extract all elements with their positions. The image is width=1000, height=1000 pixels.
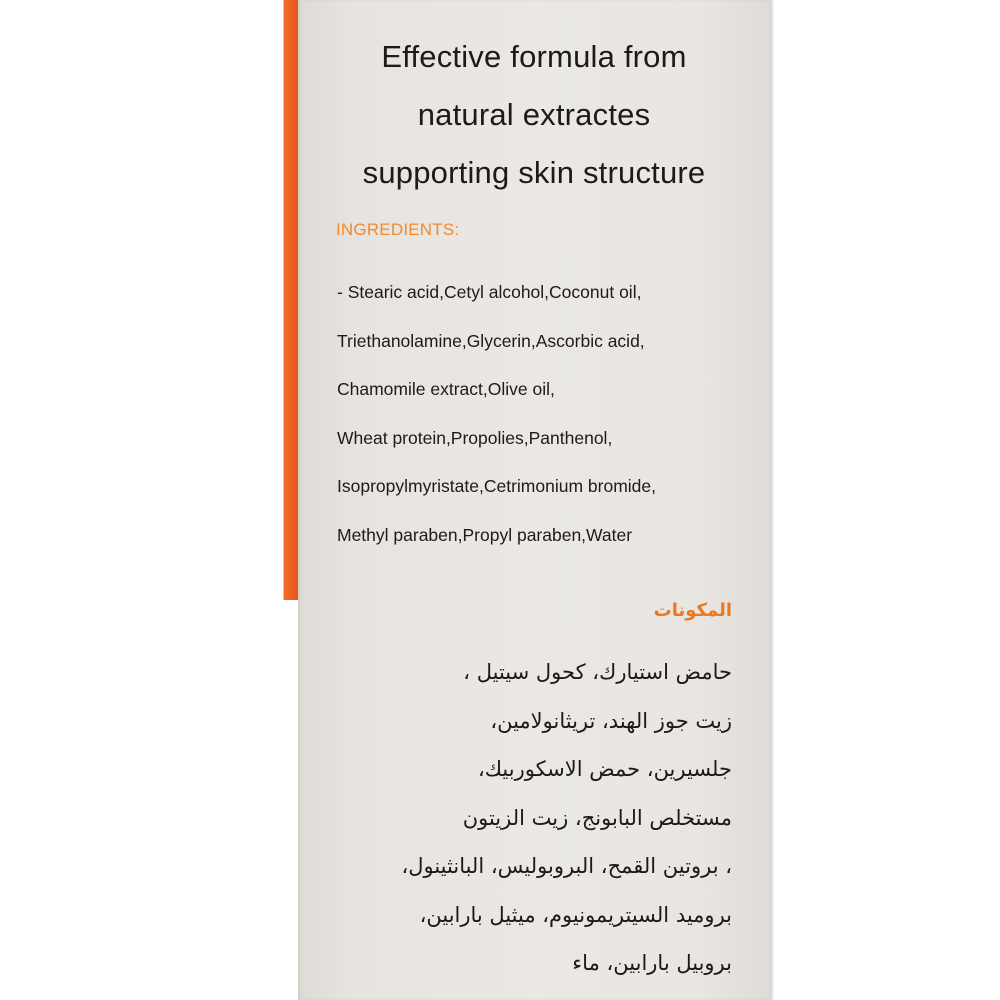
headline-line: natural extractes bbox=[417, 97, 651, 132]
ingredients-line-arabic: بروبيل بارابين، ماء bbox=[572, 951, 732, 975]
ingredients-line-arabic: مستخلص البابونج، زيت الزيتون bbox=[462, 805, 732, 830]
ingredients-line-arabic: حامض استيارك، كحول سيتيل ، bbox=[463, 660, 732, 684]
ingredients-line-arabic: بروميد السيتريمونيوم، ميثيل بارابين، bbox=[419, 902, 732, 927]
ingredients-title: INGREDIENTS: bbox=[336, 220, 460, 239]
ingredients-list-english bbox=[337, 268, 757, 559]
orange-stripe bbox=[284, 0, 298, 600]
ingredients-line: Chamomile extract,Olive oil, bbox=[337, 379, 555, 399]
box-side-stripe bbox=[0, 0, 298, 600]
ingredients-line: - Stearic acid,Cetyl alcohol,Coconut oil, bbox=[337, 282, 642, 302]
headline bbox=[298, 28, 770, 202]
ingredients-line: Triethanolamine,Glycerin,Ascorbic acid, bbox=[337, 330, 645, 351]
ingredients-title-arabic: المكونات bbox=[653, 600, 732, 621]
ingredients-line: Methyl paraben,Propyl paraben,Water bbox=[337, 524, 633, 545]
headline-line: supporting skin structure bbox=[362, 155, 706, 190]
ingredients-line: Isopropylmyristate,Cetrimonium bromide, bbox=[337, 476, 656, 496]
ingredients-line: Wheat protein,Propolies,Panthenol, bbox=[337, 427, 613, 448]
headline-line: Effective formula from bbox=[381, 39, 687, 74]
box-panel-edge bbox=[770, 0, 774, 1000]
ingredients-line-arabic: زيت جوز الهند، تريثانولامين، bbox=[490, 708, 732, 733]
ingredients-line-arabic: جلسيرين، حمض الاسكوربيك، bbox=[477, 757, 732, 781]
ingredients-line-arabic: ، بروتين القمح، البروبوليس، البانثينول، bbox=[401, 854, 732, 878]
ingredients-list-arabic bbox=[300, 648, 732, 988]
